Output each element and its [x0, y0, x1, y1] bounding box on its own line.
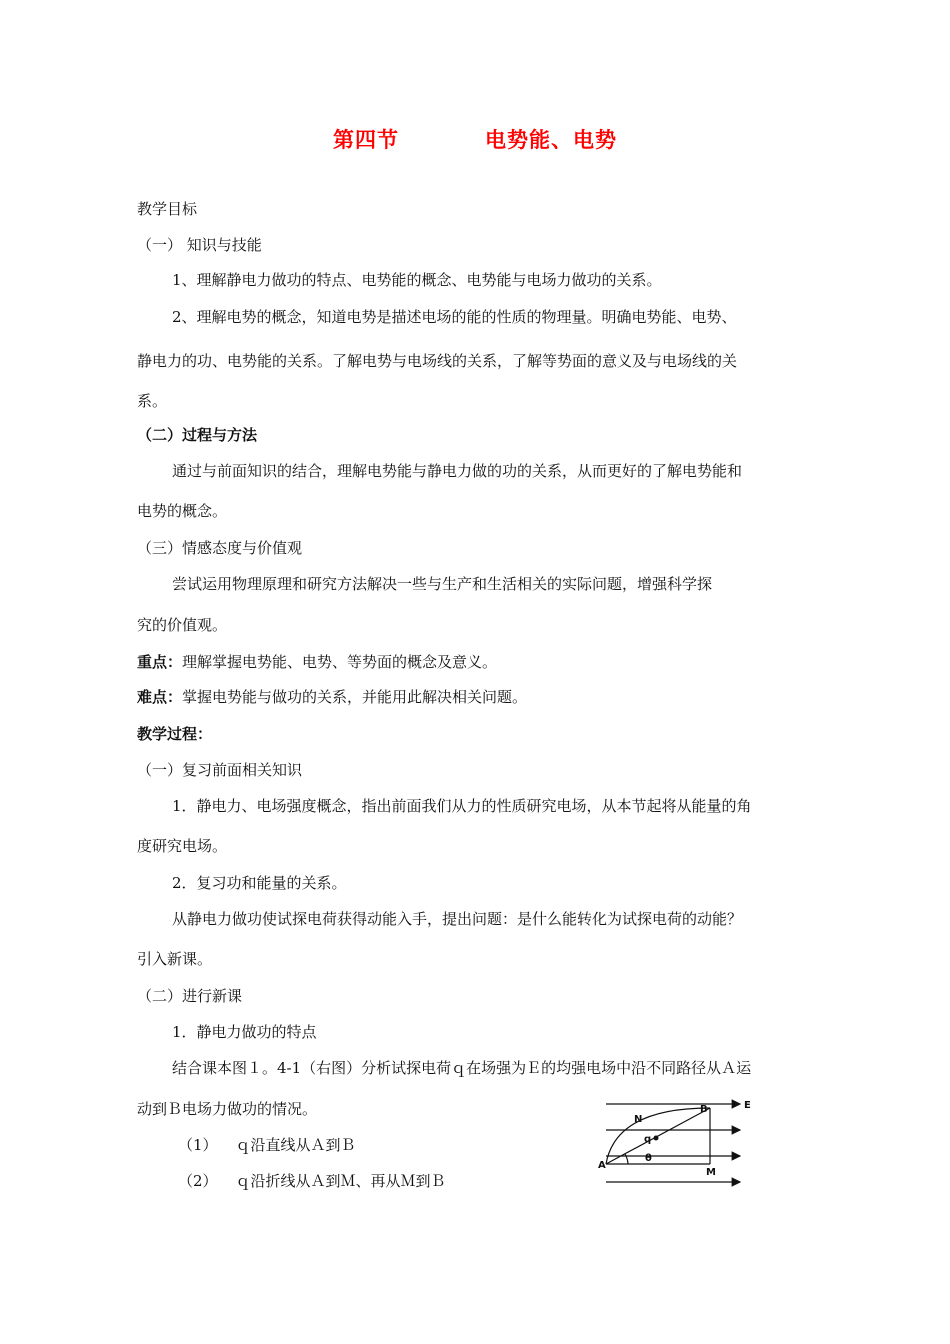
newlesson-item-1: 1．静电力做功的特点 [172, 1023, 317, 1041]
key-point-label: 重点： [137, 653, 183, 671]
label-theta: θ [645, 1153, 652, 1164]
label-a: A [598, 1160, 606, 1171]
difficulty [137, 686, 527, 708]
attitude-paragraph-line-2: 究的价值观。 [137, 616, 228, 634]
objective-item-2-line-3: 系。 [137, 392, 168, 410]
attitude-paragraph-line-1: 尝试运用物理原理和研究方法解决一些与生产和生活相关的实际问题，增强科学探 [172, 575, 713, 593]
page-title [0, 124, 950, 154]
section-process-heading: （二）过程与方法 [137, 426, 258, 444]
key-point [137, 651, 497, 673]
section-attitude-heading: （三）情感态度与价值观 [137, 539, 303, 557]
case-2-text: ｑ沿折线从Ａ到Ｍ、再从Ｍ到Ｂ [235, 1172, 446, 1190]
charge-q-dot [654, 1136, 659, 1141]
review-heading: （一）复习前面相关知识 [137, 761, 303, 779]
section-knowledge-heading: （一） 知识与技能 [137, 236, 262, 254]
label-e: E [744, 1100, 751, 1111]
electric-field-figure [598, 1094, 758, 1190]
review-paragraph-line-2: 引入新课。 [137, 950, 213, 968]
key-point-text: 理解掌握电势能、电势、等势面的概念及意义。 [182, 653, 498, 671]
newlesson-paragraph-line-1: 结合课本图１。4-1（右图）分析试探电荷ｑ在场强为Ｅ的均强电场中沿不同路径从Ａ运 [172, 1059, 752, 1077]
process-paragraph-line-2: 电势的概念。 [137, 502, 228, 520]
case-1-number: （1） [178, 1136, 218, 1154]
case-1-text: ｑ沿直线从Ａ到Ｂ [235, 1136, 356, 1154]
objective-item-2-line-2: 静电力的功、电势能的关系。了解电势与电场线的关系，了解等势面的意义及与电场线的关 [137, 352, 738, 370]
label-b: B [700, 1104, 708, 1115]
review-paragraph-line-1: 从静电力做功使试探电荷获得动能入手，提出问题：是什么能转化为试探电荷的动能？ [172, 910, 743, 928]
objective-item-1: 1、理解静电力做功的特点、电势能的概念、电势能与电场力做功的关系。 [172, 271, 662, 289]
process-heading: 教学过程： [137, 725, 213, 743]
review-item-1-line-2: 度研究电场。 [137, 837, 228, 855]
label-q: q [644, 1134, 652, 1145]
case-2 [178, 1170, 446, 1192]
title-section-number: 第四节 [333, 128, 399, 152]
newlesson-paragraph-line-2: 动到Ｂ电场力做功的情况。 [137, 1100, 318, 1118]
review-item-1-line-1: 1．静电力、电场强度概念，指出前面我们从力的性质研究电场，从本节起将从能量的角 [172, 797, 752, 815]
objective-item-2-line-1: 2、理解电势的概念，知道电势是描述电场的能的性质的物理量。明确电势能、电势、 [172, 308, 737, 326]
review-item-2: 2．复习功和能量的关系。 [172, 874, 347, 892]
case-1 [178, 1134, 356, 1156]
process-paragraph-line-1: 通过与前面知识的结合，理解电势能与静电力做的功的关系，从而更好的了解电势能和 [172, 462, 743, 480]
case-2-number: （2） [178, 1172, 218, 1190]
title-topic: 电势能、电势 [485, 128, 617, 152]
label-m: M [706, 1167, 716, 1178]
objectives-heading: 教学目标 [137, 200, 198, 218]
label-n: N [634, 1114, 643, 1125]
difficulty-label: 难点： [137, 688, 183, 706]
newlesson-heading: （二）进行新课 [137, 987, 243, 1005]
difficulty-text: 掌握电势能与做功的关系，并能用此解决相关问题。 [182, 688, 528, 706]
